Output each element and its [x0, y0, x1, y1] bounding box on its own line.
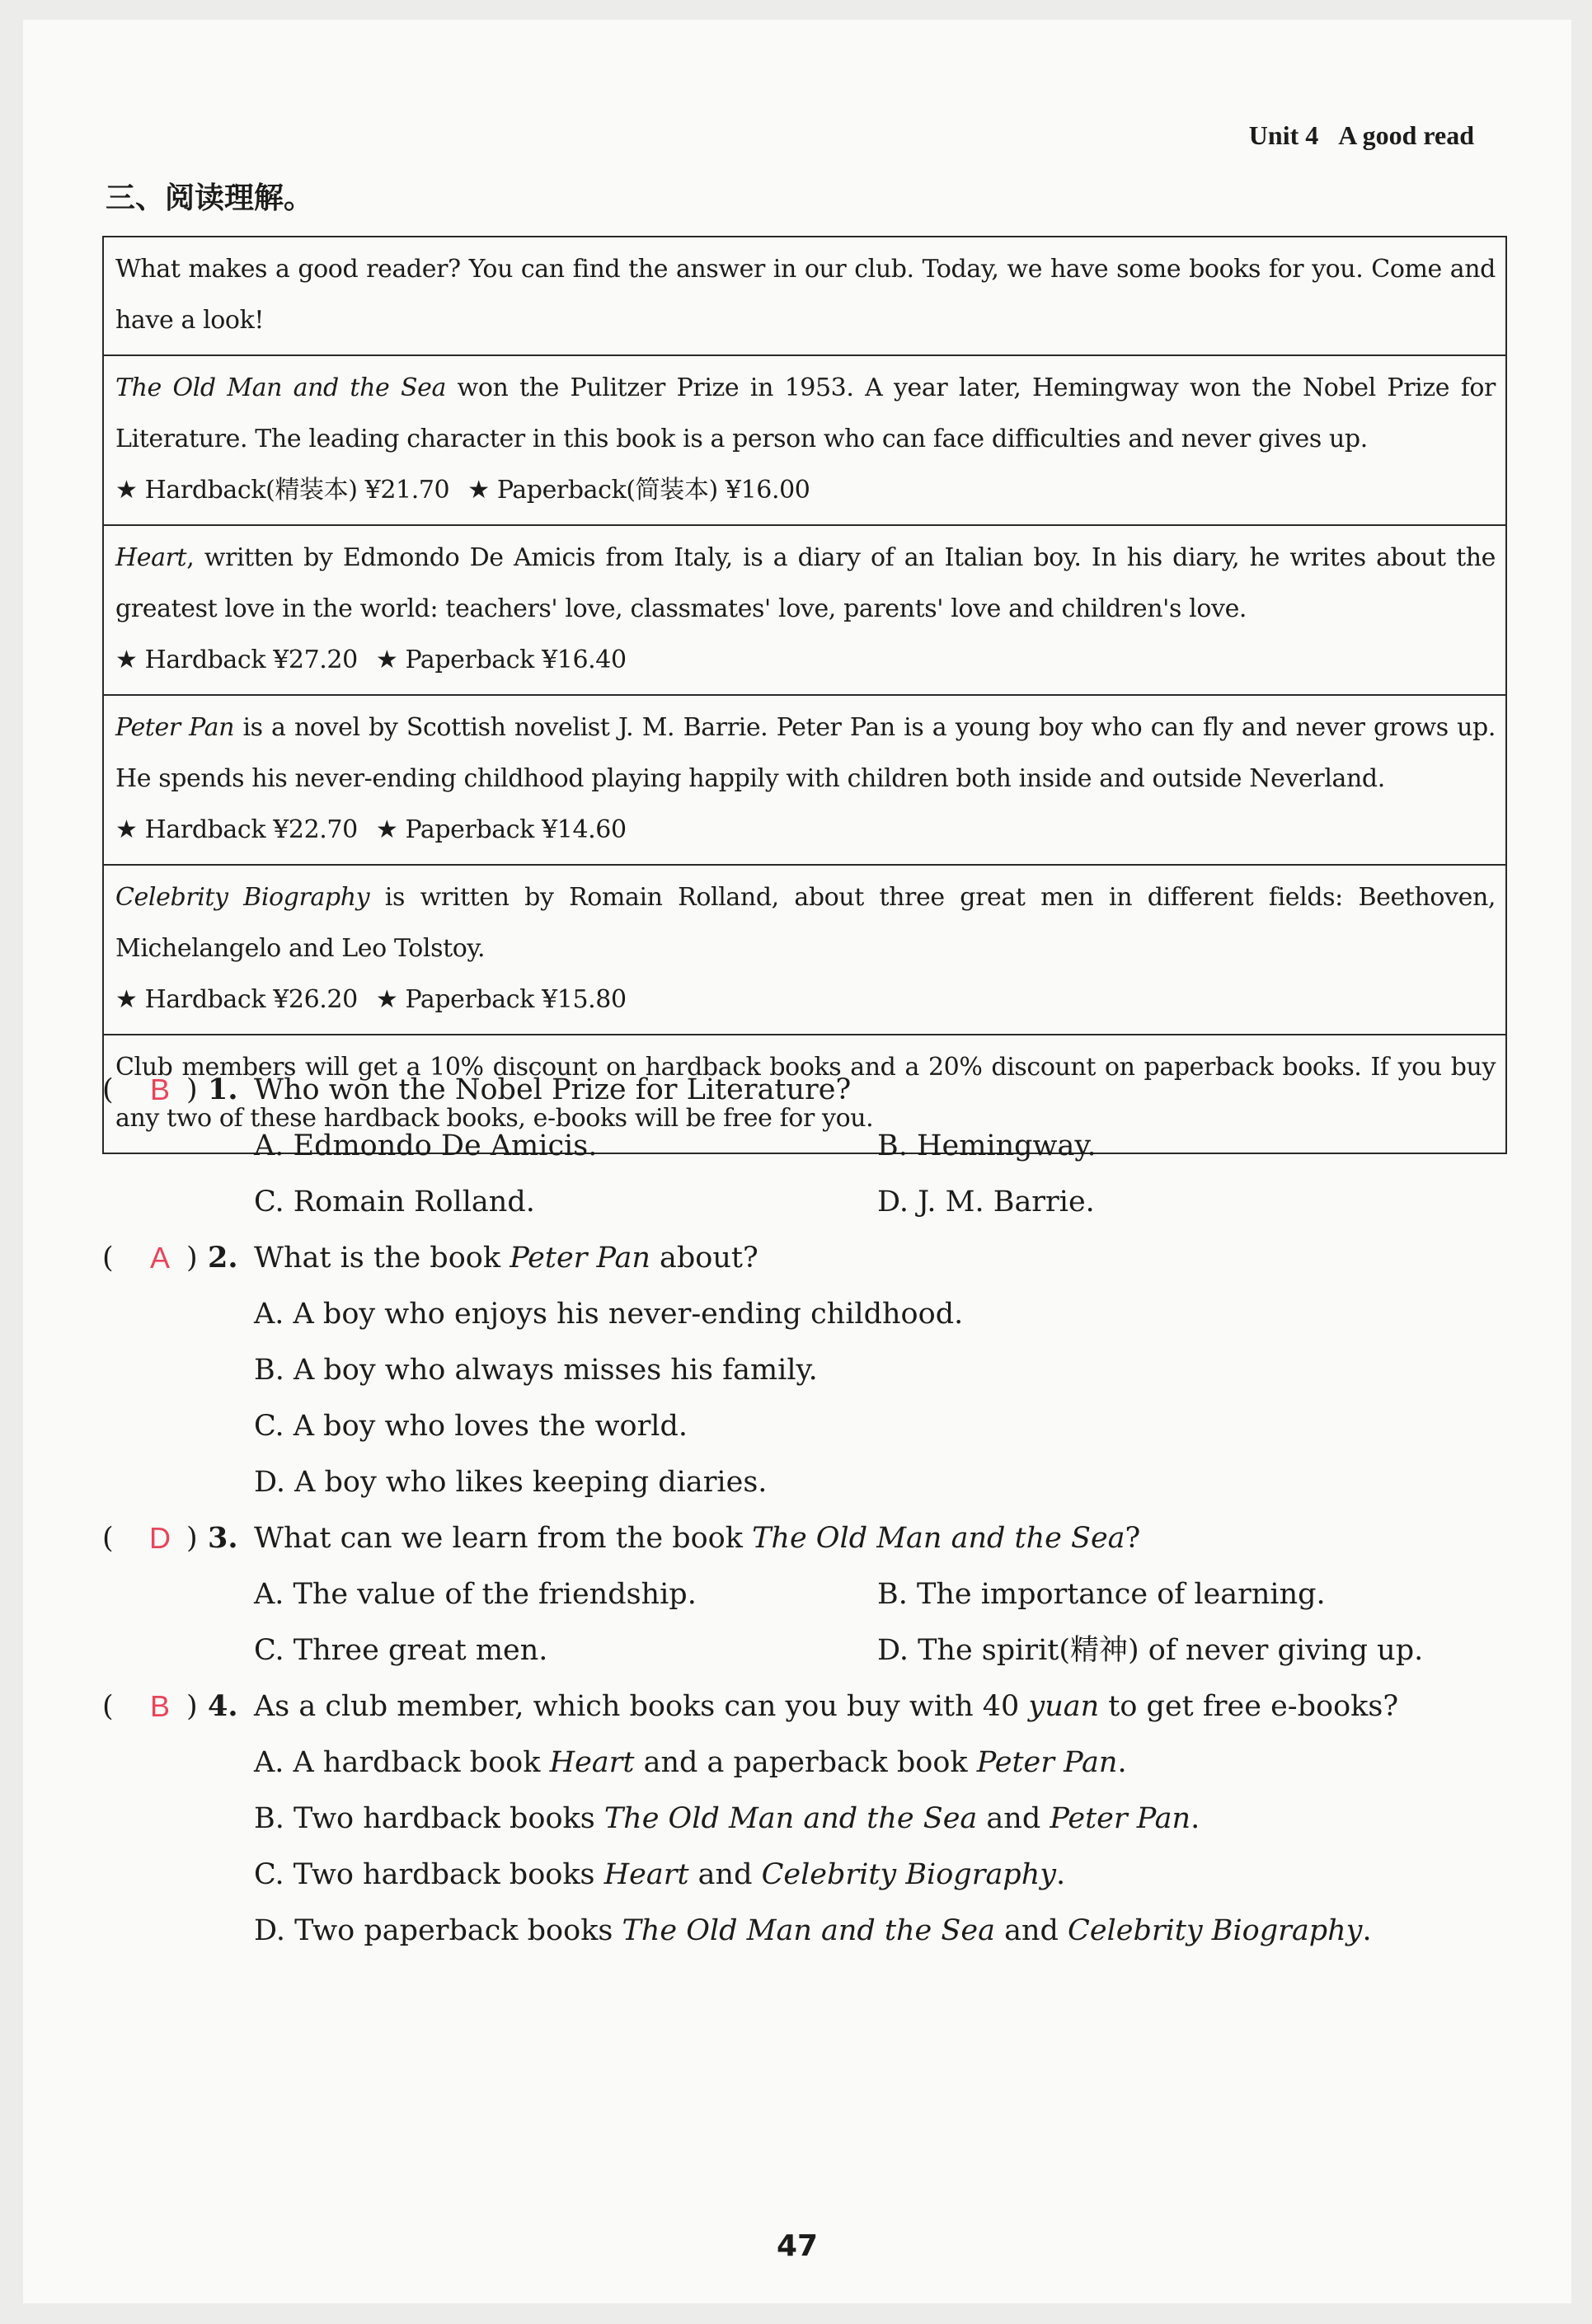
option-c[interactable]: C. Romain Rolland. — [254, 1185, 535, 1218]
book-title: The Old Man and the Sea — [115, 373, 446, 402]
option-b[interactable]: B. The importance of learning. — [877, 1578, 1326, 1611]
price-line — [115, 465, 1496, 516]
option-c[interactable]: C. Two hardback books Heart and Celebrity Biography. — [254, 1858, 1066, 1891]
question-stem-line: ( B ) 1. Who won the Nobel Prize for Literature? — [102, 1062, 1553, 1118]
book-description: is a novel by Scottish novelist J. M. Barrie. Peter Pan is a young boy who can fly and never grows up. He spends his never-ending childhood playing happily with children both inside and outside Neverland. — [115, 713, 1496, 793]
hardback-price: ★ Hardback(精装本) ¥21.70 — [115, 476, 450, 505]
option-d[interactable]: D. A boy who likes keeping diaries. — [254, 1466, 768, 1499]
price-line — [115, 974, 1496, 1026]
passage-box — [102, 236, 1507, 1154]
question-1 — [102, 1062, 1553, 1230]
option-b[interactable]: B. Hemingway. — [877, 1129, 1097, 1162]
book-title: The Old Man and the Sea — [752, 1522, 1125, 1555]
book-title: Peter Pan — [510, 1242, 650, 1275]
answer-blank[interactable]: D — [149, 1521, 171, 1555]
option-a[interactable]: A. Edmondo De Amicis. — [254, 1129, 598, 1162]
unit-header — [1249, 120, 1474, 151]
unit-title: A good read — [1338, 120, 1474, 150]
price-line — [115, 805, 1496, 856]
book-title: Heart — [115, 543, 187, 572]
question-number: 1. — [208, 1073, 238, 1106]
hardback-price: ★ Hardback ¥22.70 — [115, 815, 358, 844]
question-stem: As a club member, which books can you buy with 40 yuan to get free e-books? — [254, 1690, 1399, 1723]
price-line — [115, 635, 1496, 686]
book-description: won the Pulitzer Prize in 1953. A year later, Hemingway won the Nobel Prize for Literature. The leading character in this book is a person who can face difficulties and never gives up. — [115, 373, 1496, 453]
option-d[interactable]: D. Two paperback books The Old Man and the Sea and Celebrity Biography. — [254, 1914, 1372, 1947]
option-d[interactable]: D. The spirit(精神) of never giving up. — [877, 1634, 1424, 1667]
book-title: Celebrity Biography — [115, 883, 370, 912]
answer-blank[interactable]: A — [149, 1241, 170, 1275]
question-4 — [102, 1678, 1553, 1959]
book-entry — [104, 354, 1505, 524]
paperback-price: ★ Paperback ¥14.60 — [375, 815, 627, 844]
unit-label: Unit 4 — [1248, 120, 1319, 150]
question-3 — [102, 1510, 1553, 1678]
option-b[interactable]: B. Two hardback books The Old Man and the Sea and Peter Pan. — [254, 1802, 1200, 1835]
answer-blank[interactable]: B — [149, 1689, 170, 1723]
question-stem-line: ( A ) 2. What is the book Peter Pan about? — [102, 1230, 1553, 1286]
book-entry — [104, 524, 1505, 694]
option-a[interactable]: A. A boy who enjoys his never-ending childhood. — [254, 1298, 964, 1331]
question-stem: What is the book Peter Pan about? — [254, 1242, 758, 1275]
question-stem-line: ( B ) 4. As a club member, which books can you buy with 40 yuan to get free e-books? — [102, 1678, 1553, 1735]
section-title: 三、阅读理解。 — [106, 181, 314, 215]
book-description: is written by Romain Rolland, about three great men in different fields: Beethoven, Michelangelo and Leo Tolstoy. — [115, 883, 1496, 963]
option-a[interactable]: A. A hardback book Heart and a paperback book Peter Pan. — [254, 1746, 1127, 1779]
hardback-price: ★ Hardback ¥26.20 — [115, 985, 358, 1014]
question-stem-line: ( D ) 3. What can we learn from the book The Old Man and the Sea? — [102, 1510, 1553, 1566]
book-entry — [104, 694, 1505, 864]
book-description: , written by Edmondo De Amicis from Italy, is a diary of an Italian boy. In his diary, he writes about the greatest love in the world: teachers' love, classmates' love, parents' love and children's love. — [115, 543, 1496, 623]
question-number: 3. — [208, 1521, 238, 1555]
option-c[interactable]: C. Three great men. — [254, 1634, 548, 1667]
discount-note: Club members will get a 10% discount on hardback books and a 20% discount on paperback books. If you buy any two of these hardback books, e-books will be free for you. — [104, 1034, 1505, 1153]
question-stem: What can we learn from the book The Old Man and the Sea? — [254, 1522, 1141, 1555]
passage-intro: What makes a good reader? You can find the answer in our club. Today, we have some books for you. Come and have a look! — [115, 255, 1496, 335]
paperback-price: ★ Paperback ¥15.80 — [375, 985, 627, 1014]
answer-blank[interactable]: B — [149, 1073, 170, 1106]
currency-unit: yuan — [1028, 1690, 1100, 1723]
book-entry — [104, 864, 1505, 1034]
book-title: Peter Pan — [115, 713, 235, 742]
question-number: 4. — [208, 1689, 238, 1723]
question-number: 2. — [208, 1241, 238, 1275]
worksheet-page — [23, 20, 1571, 2303]
option-a[interactable]: A. The value of the friendship. — [254, 1578, 697, 1611]
paperback-price: ★ Paperback(简装本) ¥16.00 — [467, 476, 810, 505]
question-stem: Who won the Nobel Prize for Literature? — [254, 1073, 852, 1106]
page-number: 47 — [776, 2229, 819, 2263]
paperback-price: ★ Paperback ¥16.40 — [375, 646, 627, 674]
option-d[interactable]: D. J. M. Barrie. — [877, 1185, 1095, 1218]
option-c[interactable]: C. A boy who loves the world. — [254, 1410, 688, 1443]
hardback-price: ★ Hardback ¥27.20 — [115, 646, 358, 674]
option-b[interactable]: B. A boy who always misses his family. — [254, 1354, 818, 1387]
question-2 — [102, 1230, 1553, 1510]
